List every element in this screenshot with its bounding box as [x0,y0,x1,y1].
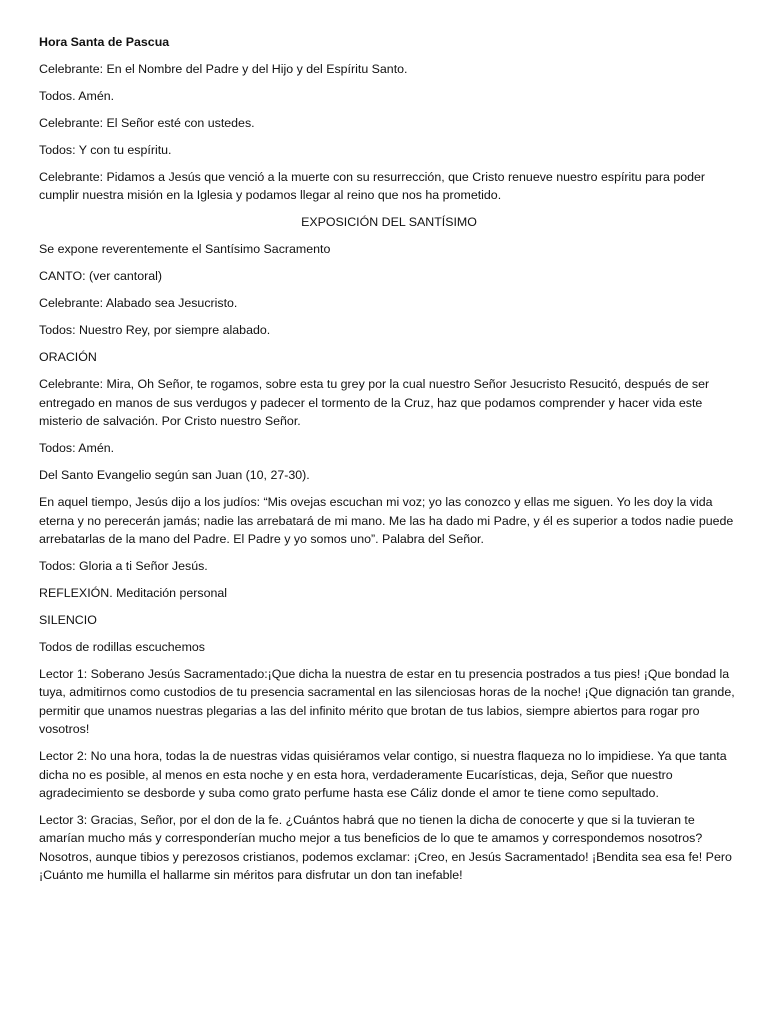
paragraph-kneel: Todos de rodillas escuchemos [39,640,205,655]
paragraph-opening-prayer: Celebrante: Pidamos a Jesús que venció a la muerte con su resurrección, que Cristo renueve nuestro espíritu para poder cumplir nuestra misión en la Iglesia y podamos llegar al reino que nos ha prometido. [39,170,706,203]
paragraph-response-amen-2: Todos: Amén. [39,441,115,456]
paragraph-opening: Celebrante: En el Nombre del Padre y del Hijo y del Espíritu Santo. [39,62,408,76]
section-heading-reflection: REFLEXIÓN. Meditación personal [39,586,228,601]
section-heading-silence: SILENCIO [39,613,97,628]
paragraph-praise: Celebrante: Alabado sea Jesucristo. [39,296,238,311]
paragraph-prayer: Celebrante: Mira, Oh Señor, te rogamos, sobre esta tu grey por la cual nuestro Señor Jesucristo Resucitó, después de ser entregado en manos de sus verdugos y padecer el tormento de la Cruz, haz que podamos comprender y hacer vida este misterio de salvación. Por Cristo nuestro Señor. [39,377,710,429]
document-title: Hora Santa de Pascua [39,35,170,49]
paragraph-lector-1: Lector 1: Soberano Jesús Sacramentado:¡Que dicha la nuestra de estar en tu presencia postrados a tus pies! ¡Que bondad la tuya, admitirnos como custodios de tu presencia sacramental en las silenciosas horas de la noche! ¡Que dignación tan grande, permitir que unamos nuestras plegarias a las del infinito mérito que brotan de tus labios, siempre abiertos para rogar pro vosotros! [39,667,735,737]
paragraph-response-praise: Todos: Nuestro Rey, por siempre alabado. [39,323,271,338]
paragraph-gospel-text: En aquel tiempo, Jesús dijo a los judíos: “Mis ovejas escuchan mi voz; yo las conozco y ellas me siguen. Yo les doy la vida eterna y no perecerán jamás; nadie las arrebatará de mi mano. Me las ha dado mi Padre, y él es superior a todos nadie puede arrebatarlas de la mano del Padre. El Padre y yo somos uno”. Palabra del Señor. [39,495,734,547]
paragraph-response-gospel: Todos: Gloria a ti Señor Jesús. [39,559,208,574]
paragraph-response-spirit: Todos: Y con tu espíritu. [39,143,172,157]
paragraph-lector-3: Lector 3: Gracias, Señor, por el don de la fe. ¿Cuántos habrá que no tienen la dicha de conocerte y que si la tuvieran te amarían mucho más y corresponderían mucho mejor a tus beneficios de lo que te amamos y correspondemos nosotros? Nosotros, aunque tibios y perezosos cristianos, podemos exclamar: ¡Creo, en Jesús Sacramentado! ¡Bendita sea esa fe! Pero ¡Cuánto me humilla el hallarme sin méritos para disfrutar un don tan inefable! [39,813,732,883]
section-heading-prayer: ORACIÓN [39,350,97,365]
paragraph-song: CANTO: (ver cantoral) [39,269,163,284]
section-heading-exposition: EXPOSICIÓN DEL SANTÍSIMO [301,215,477,230]
document-page [39,33,739,893]
paragraph-gospel-reference: Del Santo Evangelio según san Juan (10, 27-30). [39,468,310,483]
paragraph-exposition: Se expone reverentemente el Santísimo Sacramento [39,242,331,257]
paragraph-lector-2: Lector 2: No una hora, todas la de nuestras vidas quisiéramos velar contigo, si nuestra flaqueza no lo impidiese. Ya que tanta dicha no es posible, al menos en esta noche y en esta hora, verdaderamente Eucarísticas, deja, Señor que nuestro agradecimiento se desborde y suba como grato perfume hasta ese Cáliz donde el amor te tiene como sepultado. [39,749,727,801]
paragraph-greeting: Celebrante: El Señor esté con ustedes. [39,116,255,130]
paragraph-response-amen: Todos. Amén. [39,89,115,103]
